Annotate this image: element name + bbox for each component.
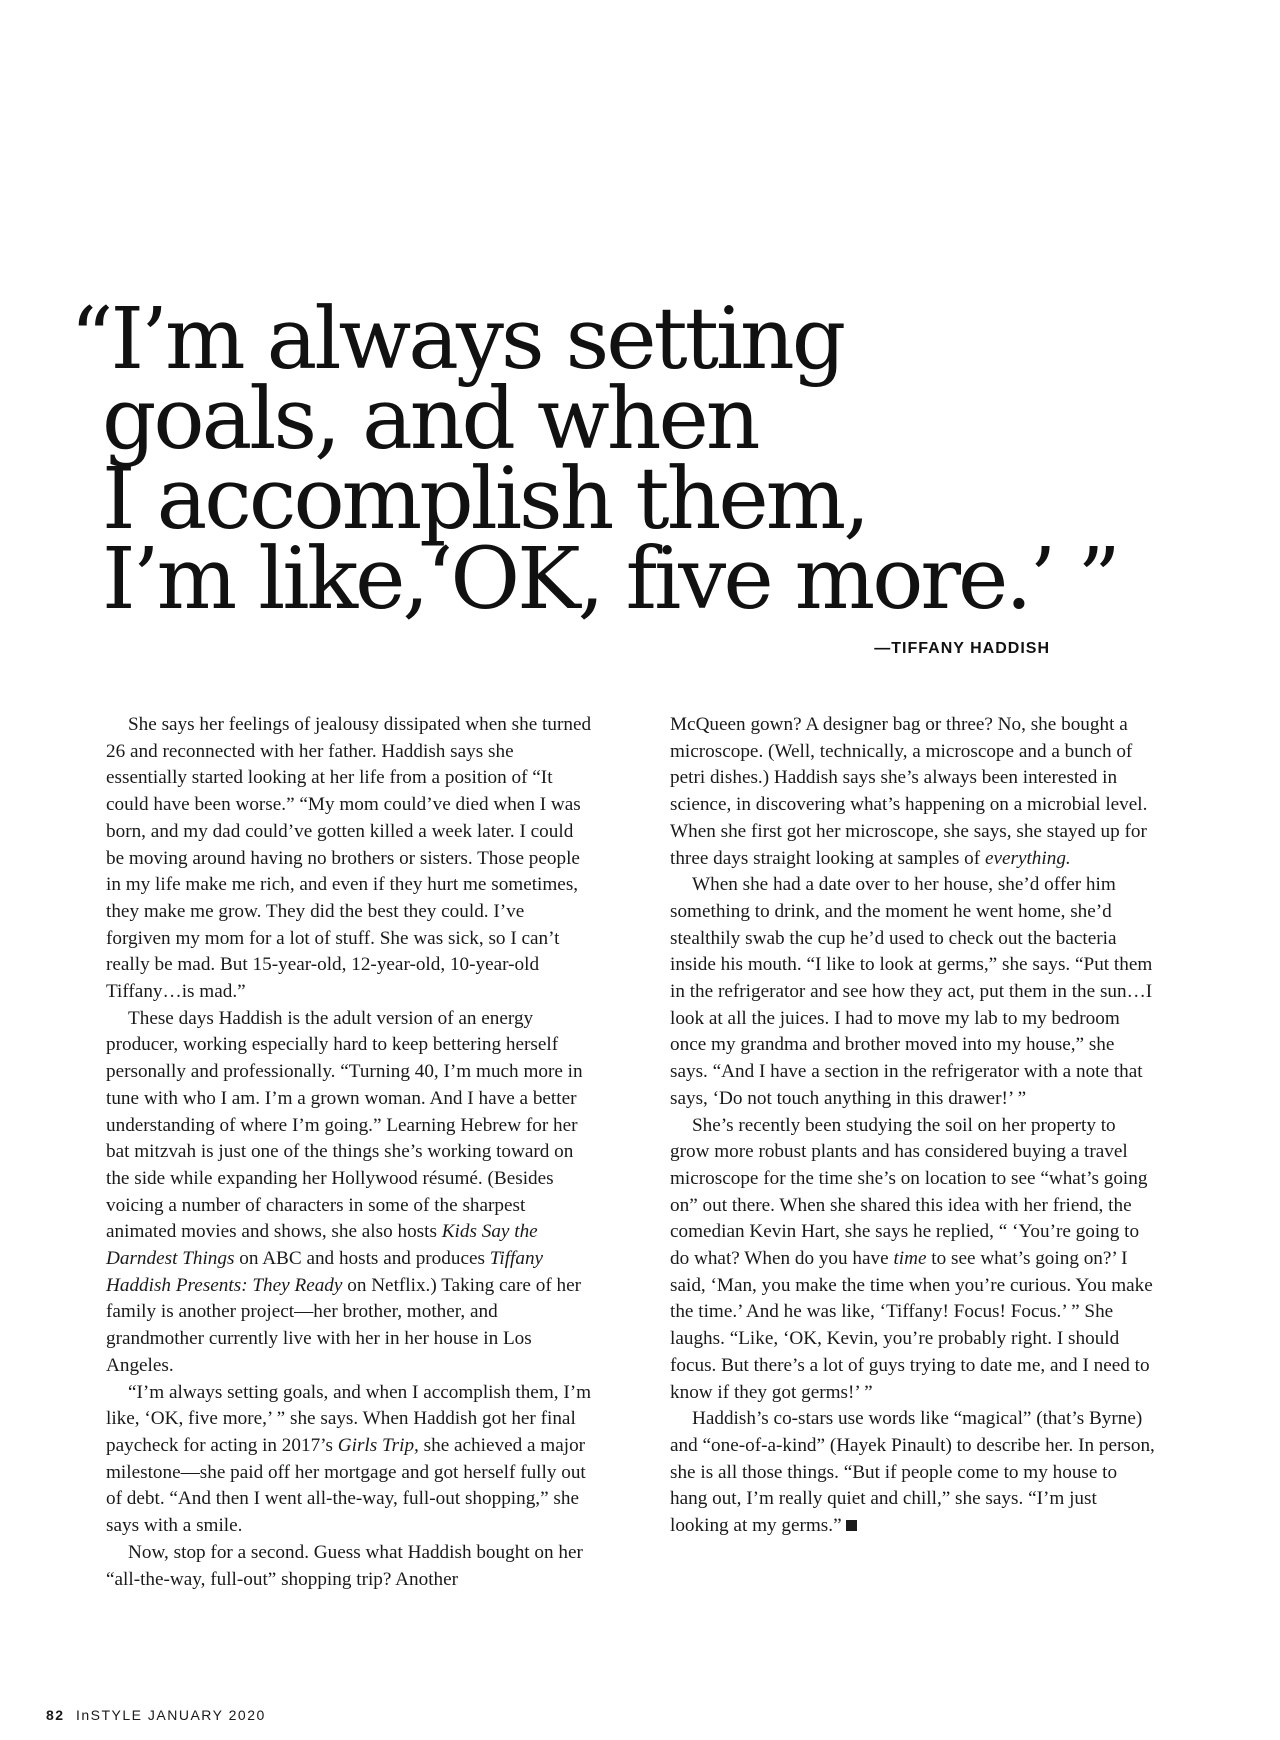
text-run: to see what’s going on?’ I said, ‘Man, you make the time when you’re curious. You make the time.’ And he was like, ‘Tiffany! Focus! Focus.’ ” She laughs. “Like, ‘OK, Kevin, you’re probably right. I should focus. But there’s a lot of guys trying to date me, and I need to know if they got germs!’ ” (670, 1248, 1153, 1403)
text-run: McQueen gown? A designer bag or three? No, she bought a microscope. (Well, technically, a microscope and a bunch of petri dishes.) Haddish says she’s always been interested in science, in discovering what’s happening on a microbial level. When she first got her microscope, she says, she stayed up for three days straight looking at samples of (670, 714, 1148, 869)
body-paragraph (670, 1406, 1156, 1540)
text-run: she achieved a major milestone—she paid off her mortgage and got herself fully out of debt. “And then I went all-the-way, full-out shopping,” she says with a smile. (106, 1434, 586, 1537)
pull-quote (70, 290, 1118, 629)
quote-attribution: —TIFFANY HADDISH (874, 640, 1050, 657)
body-paragraph: She says her feelings of jealousy dissipated when she turned 26 and reconnected with her father. Haddish says she essentially started looking at her life from a position of “It could have been worse.” “My mom could’ve died when I was born, and my dad could’ve gotten killed a week later. I could be moving around having no brothers or sisters. Those people in my life make me rich, and even if they hurt me sometimes, they make me grow. They did the best they could. I’ve forgiven my mom for a lot of stuff. She was sick, so I can’t really be mad. But 15-year-old, 12-year-old, 10-year-old Tiffany…is mad.” (106, 714, 592, 1003)
page-number: 82 (46, 1707, 65, 1723)
pull-quote-line: goals, and when (102, 370, 758, 469)
text-run: Haddish’s co-stars use words like “magical” (that’s Byrne) and “one-of-a-kind” (Hayek Pinault) to describe her. In person, she is all those things. “But if people come to my house to hang out, I’m really quiet and chill,” she says. “I’m just looking at my germs.” (670, 1408, 1155, 1537)
italic-title: Kids Say the Darndest Things (106, 1221, 538, 1270)
body-paragraph (106, 1380, 592, 1540)
text-run: on Netflix.) Taking care of her family is another project—her brother, mother, and grandmother currently live with her in her house in Los Angeles. (106, 1274, 582, 1376)
page-footer (46, 1707, 266, 1723)
italic-emphasis: everything. (984, 847, 1071, 869)
body-column-left (106, 712, 592, 1593)
issue-date: JANUARY 2020 (147, 1707, 266, 1723)
publication-name: InSTYLE (75, 1707, 143, 1723)
italic-title: Girls Trip, (337, 1434, 419, 1456)
text-run: These days Haddish is the adult version of an energy producer, working especially hard to keep bettering herself personally and professionally. “Turning 40, I’m much more in tune with who I am. I’m a grown woman. And I have a better understanding of where I’m going.” Learning Hebrew for her bat mitzvah is just one of the things she’s working toward on the side while expanding her Hollywood résumé. (Besides voicing a number of characters in some of the sharpest animated movies and shows, she also hosts (106, 1007, 583, 1243)
text-run: “I’m always setting goals, and when I accomplish them, I’m like, ‘OK, five more,’ ” she says. When Haddish got her final paycheck for acting in 2017’s (106, 1381, 592, 1456)
end-mark-icon (846, 1520, 857, 1531)
body-column-right (670, 712, 1156, 1540)
body-paragraph (106, 1006, 592, 1380)
body-paragraph: When she had a date over to her house, she’d offer him something to drink, and the moment he went home, she’d stealthily swab the cup he’d used to check out the bacteria inside his mouth. “I like to look at germs,” she says. “Put them in the refrigerator and see how they act, put them in the sun…I look at all the juices. I had to move my lab to my bedroom once my grandma and brother moved into my house,” she says. “And I have a section in the refrigerator with a note that says, ‘Do not touch anything in this drawer!’ ” (670, 874, 1153, 1109)
pull-quote-line: I’m like,‘OK, five more.’ ” (102, 530, 1118, 629)
pull-quote-line: I accomplish them, (102, 450, 868, 549)
text-run: She’s recently been studying the soil on her property to grow more robust plants and has considered buying a travel microscope for the time she’s on location to see “what’s going on” out there. When she shared this idea with her friend, the comedian Kevin Hart, she says he replied, “ ‘You’re going to do what? When do you have (670, 1114, 1148, 1270)
italic-title: Tiffany Haddish Presents: They Ready (106, 1248, 544, 1296)
body-paragraph (670, 712, 1156, 872)
italic-emphasis: time (893, 1248, 927, 1270)
pull-quote-line: “I’m always setting (70, 290, 844, 389)
body-paragraph (670, 1113, 1156, 1407)
text-run: on ABC and hosts and produces (234, 1248, 490, 1270)
body-paragraph: Now, stop for a second. Guess what Haddish bought on her “all-the-way, full-out” shopping trip? Another (106, 1541, 583, 1590)
